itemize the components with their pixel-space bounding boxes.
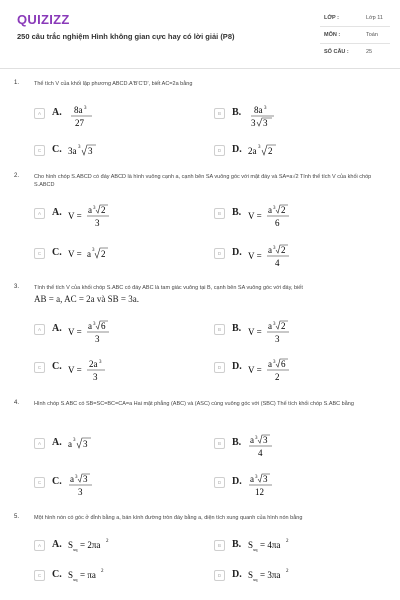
option-letter: B. [232, 323, 242, 334]
svg-text:xq: xq [73, 547, 78, 552]
svg-text:= πa: = πa [80, 570, 96, 580]
svg-text:a: a [268, 359, 272, 369]
question-number: 2. [14, 173, 20, 179]
svg-text:S: S [68, 570, 74, 580]
option-expression [68, 358, 128, 388]
option-letter: A. [52, 323, 62, 334]
option-letter: C. [52, 247, 62, 258]
option-marker: A [34, 208, 45, 219]
svg-text:3: 3 [255, 436, 258, 441]
svg-text:V =: V = [68, 327, 82, 337]
option-marker: B [214, 324, 225, 335]
svg-text:3a: 3a [68, 146, 77, 156]
svg-text:3: 3 [273, 246, 276, 251]
svg-text:8a: 8a [74, 105, 83, 115]
svg-text:3: 3 [84, 106, 87, 111]
meta-key: MÔN : [324, 32, 341, 38]
option-marker: D [214, 248, 225, 259]
svg-text:2: 2 [101, 569, 104, 574]
option-letter: A. [52, 539, 62, 550]
svg-text:2: 2 [101, 205, 106, 215]
svg-text:2a: 2a [89, 359, 98, 369]
meta-value: 25 [366, 49, 373, 55]
svg-text:3: 3 [275, 334, 280, 344]
svg-text:2a: 2a [248, 146, 257, 156]
svg-text:3: 3 [263, 435, 268, 445]
question-math: AB = a, AC = 2a và SB = 3a. [34, 294, 139, 304]
svg-text:= 2πa: = 2πa [80, 540, 101, 550]
option-expression [68, 473, 108, 503]
svg-text:3: 3 [93, 372, 98, 382]
question-number: 1. [14, 80, 20, 86]
svg-text:xq: xq [253, 547, 258, 552]
svg-text:12: 12 [255, 487, 264, 497]
question-text: Cho hình chóp S.ABCD có đáy ABCD là hình vuông cạnh a, cạnh bên SA vuông góc với mặt đáy và SA=a√2 Tính thể tích V của khối chóp S.ABCD [34, 174, 372, 188]
option-expression [248, 536, 308, 566]
svg-text:a: a [268, 321, 272, 331]
option-marker: D [214, 477, 225, 488]
option-expression [248, 434, 288, 464]
svg-text:2: 2 [268, 146, 273, 156]
svg-text:4: 4 [275, 258, 280, 268]
svg-text:3: 3 [255, 475, 258, 480]
svg-text:2: 2 [281, 245, 286, 255]
meta-key: SỐ CÂU : [324, 49, 349, 55]
option-expression [248, 473, 288, 503]
svg-text:6: 6 [281, 359, 286, 369]
svg-text:V =: V = [68, 365, 82, 375]
question-text: Thể tích V của khối lập phương ABCD.A'B'C'D', biết AC=2a bằng [34, 81, 193, 87]
option-expression [68, 536, 128, 566]
svg-text:3: 3 [95, 218, 100, 228]
svg-text:S: S [248, 540, 254, 550]
question-number: 5. [14, 514, 20, 520]
svg-text:2: 2 [275, 372, 280, 382]
svg-text:3: 3 [264, 106, 267, 111]
option-letter: C. [52, 569, 62, 580]
option-expression [68, 104, 108, 134]
option-letter: B. [232, 437, 242, 448]
header-divider [0, 68, 400, 69]
svg-text:3: 3 [251, 118, 256, 128]
option-letter: D. [232, 144, 242, 155]
svg-text:V =: V = [248, 211, 262, 221]
option-expression [248, 320, 308, 350]
meta-value: Toán [366, 32, 378, 38]
option-letter: D. [232, 361, 242, 372]
svg-text:V =: V = [68, 211, 82, 221]
svg-text:3: 3 [273, 322, 276, 327]
option-marker: C [34, 570, 45, 581]
svg-text:V =: V = [68, 249, 82, 259]
option-expression [68, 320, 128, 350]
option-marker: D [214, 570, 225, 581]
svg-text:3: 3 [83, 474, 88, 484]
svg-text:= 4πa: = 4πa [260, 540, 281, 550]
option-marker: B [214, 108, 225, 119]
svg-text:4: 4 [258, 448, 263, 458]
svg-text:2: 2 [101, 249, 106, 259]
option-marker: A [34, 108, 45, 119]
option-marker: C [34, 362, 45, 373]
option-expression [248, 566, 308, 596]
meta-row-count [320, 44, 390, 60]
svg-text:3: 3 [83, 439, 88, 449]
question-text: Một hình nón có góc ở đỉnh bằng a, bán kính đường tròn đáy bằng a, diện tích xung quanh của hình nón bằng [34, 515, 303, 521]
option-marker: D [214, 145, 225, 156]
meta-row-class [320, 10, 390, 27]
option-letter: D. [232, 569, 242, 580]
option-expression [68, 434, 108, 464]
option-letter: A. [52, 207, 62, 218]
svg-text:3: 3 [95, 334, 100, 344]
meta-key: LỚP : [324, 15, 339, 21]
svg-text:a: a [268, 245, 272, 255]
page-header [0, 0, 400, 68]
option-expression [248, 358, 308, 388]
quizizz-logo: QUIZIZZ [17, 12, 70, 27]
svg-text:xq: xq [253, 577, 258, 582]
svg-text:3: 3 [93, 322, 96, 327]
svg-text:3: 3 [88, 146, 93, 156]
question-number: 3. [14, 284, 20, 290]
svg-text:3: 3 [273, 360, 276, 365]
svg-text:V =: V = [248, 365, 262, 375]
question-number: 4. [14, 400, 20, 406]
option-letter: C. [52, 144, 62, 155]
svg-text:3: 3 [78, 145, 81, 150]
meta-value: Lớp 11 [366, 15, 383, 21]
option-expression [68, 141, 108, 171]
option-expression [248, 141, 288, 171]
option-letter: A. [52, 107, 62, 118]
option-expression [68, 244, 128, 274]
option-letter: D. [232, 247, 242, 258]
svg-text:a: a [250, 474, 254, 484]
option-marker: B [214, 438, 225, 449]
svg-text:6: 6 [101, 321, 106, 331]
option-letter: B. [232, 207, 242, 218]
meta-row-subject [320, 27, 390, 44]
svg-text:3: 3 [75, 475, 78, 480]
svg-text:V =: V = [248, 251, 262, 261]
option-expression [248, 204, 308, 234]
option-marker: A [34, 324, 45, 335]
svg-text:xq: xq [73, 577, 78, 582]
svg-text:a: a [250, 435, 254, 445]
svg-text:3: 3 [263, 118, 268, 128]
svg-text:2: 2 [286, 539, 289, 544]
option-letter: B. [232, 539, 242, 550]
option-marker: A [34, 438, 45, 449]
option-letter: A. [52, 437, 62, 448]
svg-text:2: 2 [286, 569, 289, 574]
svg-text:3: 3 [99, 360, 102, 365]
option-marker: C [34, 145, 45, 156]
option-letter: C. [52, 476, 62, 487]
option-marker: B [214, 208, 225, 219]
svg-text:3: 3 [258, 145, 261, 150]
option-letter: D. [232, 476, 242, 487]
option-marker: A [34, 540, 45, 551]
svg-text:a: a [88, 321, 92, 331]
option-marker: D [214, 362, 225, 373]
svg-text:= 3πa: = 3πa [260, 570, 281, 580]
option-marker: C [34, 248, 45, 259]
option-letter: C. [52, 361, 62, 372]
question-text: Tính thể tích V của khối chóp S.ABC có đáy ABC là tam giác vuông tại B, cạnh bên SA vuông góc với đáy, biết [34, 285, 303, 291]
svg-text:a: a [68, 439, 72, 449]
svg-text:2: 2 [281, 321, 286, 331]
svg-text:S: S [248, 570, 254, 580]
meta-info-box [320, 10, 390, 60]
option-marker: C [34, 477, 45, 488]
svg-text:3: 3 [93, 206, 96, 211]
svg-text:3: 3 [73, 438, 76, 443]
svg-text:a: a [268, 205, 272, 215]
option-expression [248, 104, 288, 134]
option-expression [68, 566, 128, 596]
svg-text:a: a [70, 474, 74, 484]
svg-text:2: 2 [281, 205, 286, 215]
svg-text:8a: 8a [254, 105, 263, 115]
svg-text:3: 3 [78, 487, 83, 497]
option-expression [248, 244, 308, 274]
question-text: Hình chóp S.ABC có SB=SC=BC=CA=a Hai mặt phẳng (ABC) và (ASC) cùng vuông góc với (SBC) Thể tích khối chóp S.ABC bằng [34, 401, 354, 407]
svg-text:a: a [87, 249, 91, 259]
svg-text:27: 27 [75, 118, 84, 128]
option-letter: B. [232, 107, 242, 118]
svg-text:3: 3 [92, 248, 95, 253]
svg-text:3: 3 [263, 474, 268, 484]
svg-text:a: a [88, 205, 92, 215]
svg-text:2: 2 [106, 539, 109, 544]
document-title: 250 câu trắc nghiệm Hình không gian cực hay có lời giải (P8) [17, 32, 235, 41]
option-marker: B [214, 540, 225, 551]
svg-text:S: S [68, 540, 74, 550]
option-expression [68, 204, 128, 234]
svg-text:V =: V = [248, 327, 262, 337]
svg-text:6: 6 [275, 218, 280, 228]
svg-text:3: 3 [273, 206, 276, 211]
